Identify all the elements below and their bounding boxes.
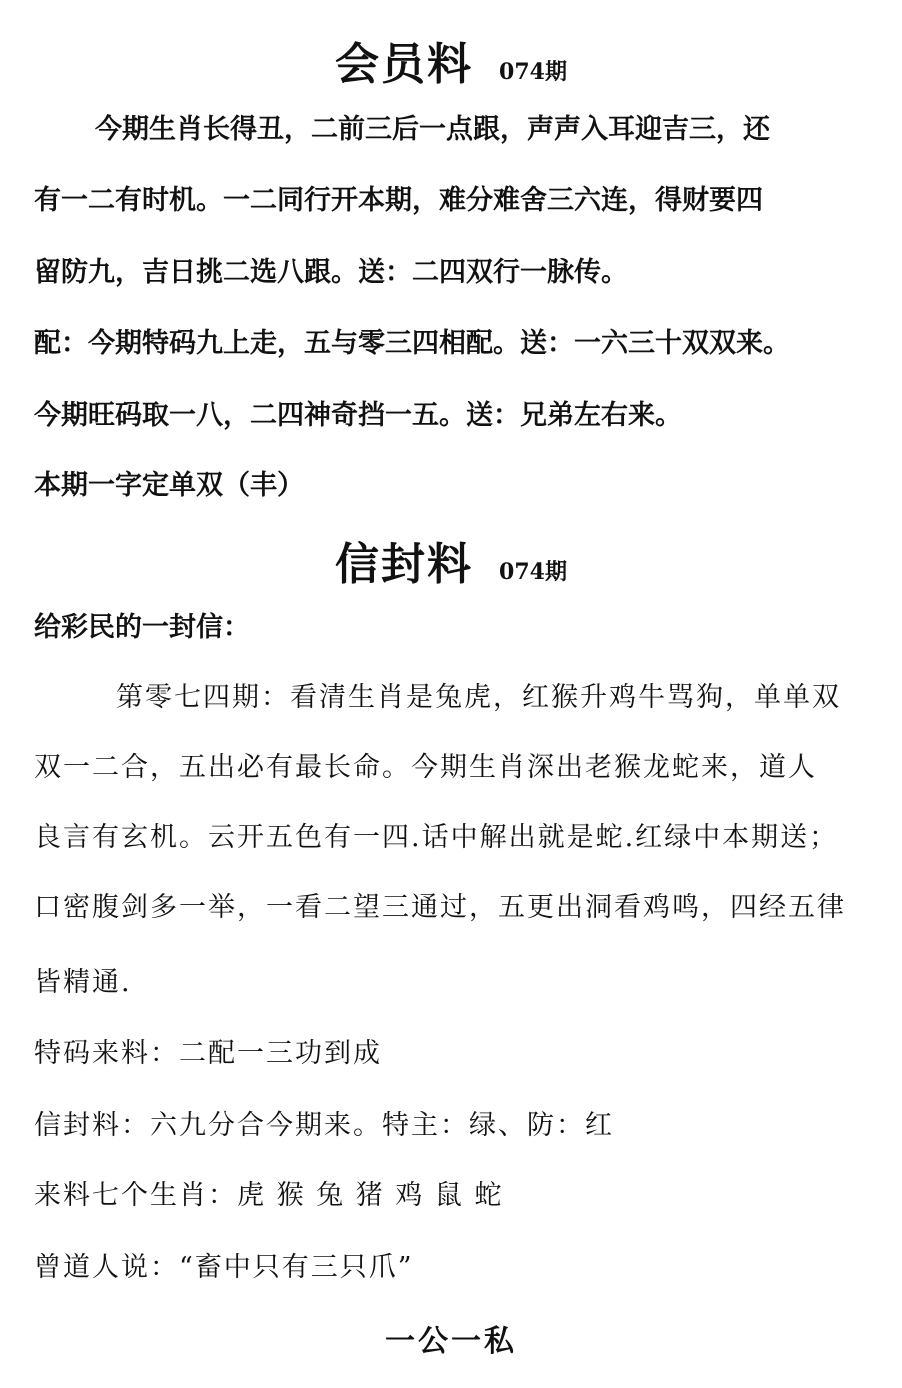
- letter-line: 皆精通.: [34, 967, 132, 998]
- envelope-line: 信封料：六九分合今期来。特主：绿、防：红: [34, 1110, 614, 1141]
- section2-title: 信封料: [335, 539, 474, 590]
- letter-line: 双一二合，五出必有最长命。今期生肖深出老猴龙蛇来，道人: [34, 752, 817, 783]
- letter-line: 口密腹剑多一举，一看二望三通过，五更出洞看鸡鸣，四经五律: [34, 892, 846, 923]
- section1-line: 本期一字定单双（丰）: [34, 470, 304, 501]
- special-code-line: 特码来料：二配一三功到成: [34, 1038, 382, 1069]
- section1-line: 留防九，吉日挑二选八跟。送：二四双行一脉传。: [34, 257, 628, 288]
- section2-issue: 074期: [499, 559, 567, 585]
- section1-line: 今期旺码取一八，二四神奇挡一五。送：兄弟左右来。: [34, 400, 682, 431]
- section1-title: 会员料: [335, 39, 474, 90]
- section1-title-row: [0, 28, 902, 92]
- footer-title: 一公一私: [385, 1324, 517, 1359]
- letter-line: 第零七四期：看清生肖是兔虎，红猴升鸡牛骂狗，单单双: [116, 682, 841, 713]
- zodiac-line: 来料七个生肖：虎 猴 兔 猪 鸡 鼠 蛇: [34, 1180, 504, 1211]
- section2-title-row: [0, 528, 902, 592]
- letter-greeting: 给彩民的一封信：: [34, 612, 250, 643]
- quote-line: 曾道人说：“畜中只有三只爪”: [34, 1252, 414, 1283]
- section1-line: 有一二有时机。一二同行开本期，难分难舍三六连，得财要四: [34, 185, 763, 216]
- section1-line: 配：今期特码九上走，五与零三四相配。送：一六三十双双来。: [34, 328, 790, 359]
- section1-issue: 074期: [499, 59, 567, 85]
- section1-line: 今期生肖长得丑，二前三后一点跟，声声入耳迎吉三，还: [95, 114, 770, 145]
- letter-line: 良言有玄机。云开五色有一四.话中解出就是蛇.红绿中本期送；: [34, 822, 839, 853]
